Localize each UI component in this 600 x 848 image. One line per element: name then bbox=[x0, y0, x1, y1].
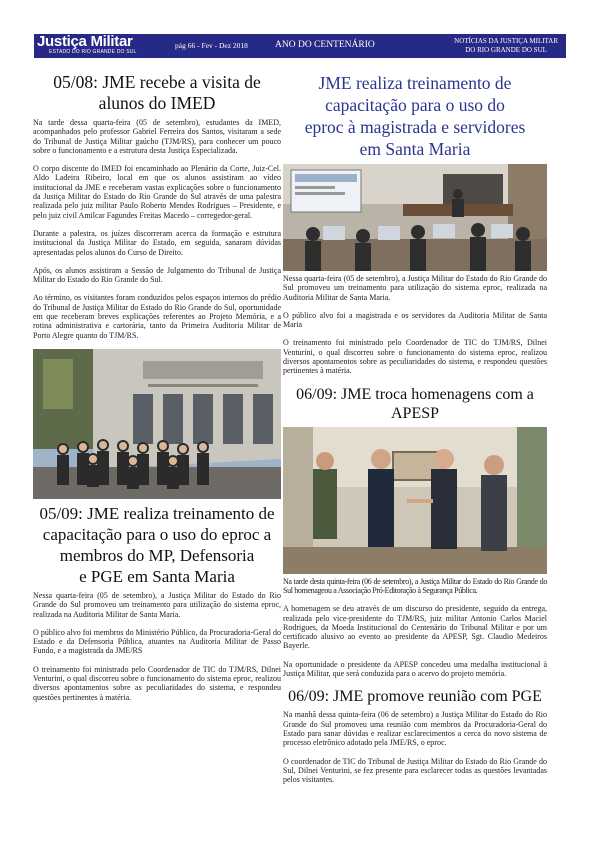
left-column bbox=[33, 72, 281, 711]
magistrada-title-line-2: capacitação para o uso do bbox=[325, 95, 505, 115]
magistrada-article-title bbox=[283, 72, 547, 160]
right-column bbox=[283, 72, 547, 793]
imed-article-title bbox=[33, 72, 281, 114]
magistrada-title-line-4: em Santa Maria bbox=[359, 139, 471, 159]
logo-title: Justiça Militar bbox=[37, 33, 133, 50]
logo-subtitle: ESTADO DO RIO GRANDE DO SUL bbox=[49, 49, 137, 55]
imed-paragraph-4: Após, os alunos assistiram a Sessão de Julgamento do Tribunal de Justiça Militar do Estado do Rio Grande do Sul. bbox=[33, 265, 281, 285]
apesp-article-title: 06/09: JME troca homenagens com a APESP bbox=[296, 385, 534, 422]
magistrada-paragraph-1: Nessa quarta-feira (05 de setembro), a Justiça Militar do Estado do Rio Grande do Sul promoveu um treinamento para utilização do sistema eproc, realizada na Auditoria Militar de Santa Maria. bbox=[283, 274, 547, 302]
magistrada-title-line-3: eproc à magistrada e servidores bbox=[304, 117, 526, 137]
mp-paragraph-3: O treinamento foi ministrado pelo Coordenador de TIC do TJM/RS, Dilnei Venturini, o qual discorreu sobre o funcionamento do sistema eproc, realizou diversos apontamentos sobre as peculiaridades do sistema, e respondeu questões pertinentes à matéria. bbox=[33, 664, 281, 702]
apesp-paragraph-2: A homenagem se deu através de um discurso do presidente, seguido da entrega, realizada pelo vice-presidente do TJM/RS, juiz militar Antonio Carlos Maciel Rodrigues, da Moeda Institucional do Centenário do Tribunal Militar e por um certificado alusivo ao evento ao presidente da APESP, Sgt. Claudio Medeiros Bayerle. bbox=[283, 604, 547, 651]
newsletter-line-2: DO RIO GRANDE DO SUL bbox=[465, 46, 547, 54]
mp-title-line-3: membros do MP, Defensoria bbox=[59, 545, 255, 565]
training-room-photo bbox=[283, 164, 547, 271]
pge-paragraph-2: O coordenador de TIC do Tribunal de Justiça Militar do Estado do Rio Grande do Sul, Dilnei Venturini, se fez presente para esclarecer todas as questões levantadas pelos visitantes. bbox=[283, 756, 547, 785]
mp-paragraph-2: O público alvo foi membros do Ministério Público, da Procuradoria-Geral do Estado e da Defensoria Pública, atuantes na Auditoria Militar de Passo Fundo, e a magistrada da JME/RS bbox=[33, 627, 281, 656]
page-info: pág 66 - Fev - Dez 2018 bbox=[175, 41, 248, 50]
pge-paragraph-1: Na manhã dessa quinta-feira (06 de setembro) a Justiça Militar do Estado do Rio Grande do Sul promoveu uma reunião com membros da Procuradoria-Geral do Estado para sanar dúvidas e realizar esclarecimentos a cerca do novo sistema de processo eletrônico adotado pela JME/RS, o eproc. bbox=[283, 710, 547, 748]
imed-paragraph-1: Na tarde dessa quarta-feira (05 de setembro), estudantes da IMED, acompanhados pelo professor Gabriel Ferreira dos Santos, visitaram a sede do Tribunal de Justiça Militar gaúcho (TJM/RS), para conhecer um pouco sobre o funcionamento e a estrutura desta Justiça Especializada. bbox=[33, 118, 281, 155]
imed-paragraph-2: O corpo discente do IMED foi encaminhado ao Plenário da Corte, Juiz-Cel. Aldo Ladeira Ribeiro, local em que os alunos assistiram ao vídeo institucional da JME e receberam vastas explicações sobre o funcionamento da Justiça Militar do Estado do Rio Grande do Sul através de uma palestra realizada pelo juiz militar Paulo Roberto Mendes Rodrigues – Presidente, e pelo juiz civil Amilcar Fagundes Freitas Macedo – corregedor-geral. bbox=[33, 164, 281, 220]
group-photo bbox=[33, 349, 281, 499]
mp-title-line-1: 05/09: JME realiza treinamento de bbox=[39, 503, 275, 523]
pge-article-title: 06/09: JME promove reunião com PGE bbox=[288, 688, 542, 706]
imed-paragraph-3: Durante a palestra, os juízes discorreram acerca da formação e estrutura institucional da Justiça Militar do Estado, em seguida, sanaram dúvidas apresentadas pelos alunos do Curso de Direito. bbox=[33, 228, 281, 257]
apesp-paragraph-1: Na tarde desta quinta-feira (06 de setembro), a Justiça Militar do Estado do Rio Grande do Sul homenageou a Associação Pró-Editoração à Segurança Pública. bbox=[283, 576, 547, 595]
newsletter-name bbox=[454, 37, 558, 55]
newsletter-line-1: NOTÍCIAS DA JUSTIÇA MILITAR bbox=[454, 37, 558, 45]
magistrada-title-line-1: JME realiza treinamento de bbox=[318, 73, 512, 93]
apesp-paragraph-3: Na oportunidade o presidente da APESP concedeu uma medalha institucional à Justiça Militar, que será conduzida para o acervo do projeto memória. bbox=[283, 659, 547, 679]
imed-title-line-1: 05/08: JME recebe a visita de bbox=[53, 72, 261, 92]
homage-photo bbox=[283, 427, 547, 574]
imed-paragraph-5: Ao término, os visitantes foram conduzidos pelos espaços internos do prédio do Tribunal de Justiça Militar do Estado do Rio Grande do Sul, oportunidade em que receberam breves explicações referentes ao Projeto Memória, e a rotina administrativa e cartorária, tanto da Primeira Auditoria Militar de Porto Alegre quanto do TJM/RS. bbox=[33, 293, 281, 340]
mp-title-line-4: e PGE em Santa Maria bbox=[79, 566, 235, 586]
imed-title-line-2: alunos do IMED bbox=[98, 93, 216, 113]
magistrada-paragraph-3: O treinamento foi ministrado pelo Coordenador de TIC do TJM/RS, Dilnei Venturini, o qual discorreu sobre o funcionamento do sistema eproc, realizou diversos apontamentos sobre as peculiaridades do sistema, e respondeu questões pertinentes à matéria. bbox=[283, 338, 547, 376]
justica-militar-logo bbox=[37, 35, 137, 57]
page-header bbox=[34, 34, 566, 58]
magistrada-paragraph-2: O público alvo foi a magistrada e os servidores da Auditoria Militar de Santa Maria bbox=[283, 310, 547, 330]
mp-title-line-2: capacitação para o uso do eproc a bbox=[42, 524, 272, 544]
centenario-label: ANO DO CENTENÁRIO bbox=[275, 40, 375, 50]
mp-paragraph-1: Nessa quarta-feira (05 de setembro), a Justiça Militar do Estado do Rio Grande do Sul promoveu um treinamento para utilização do sistema eproc, realizada na Auditoria Militar de Santa Maria. bbox=[33, 590, 281, 619]
mp-article-title bbox=[33, 503, 281, 587]
